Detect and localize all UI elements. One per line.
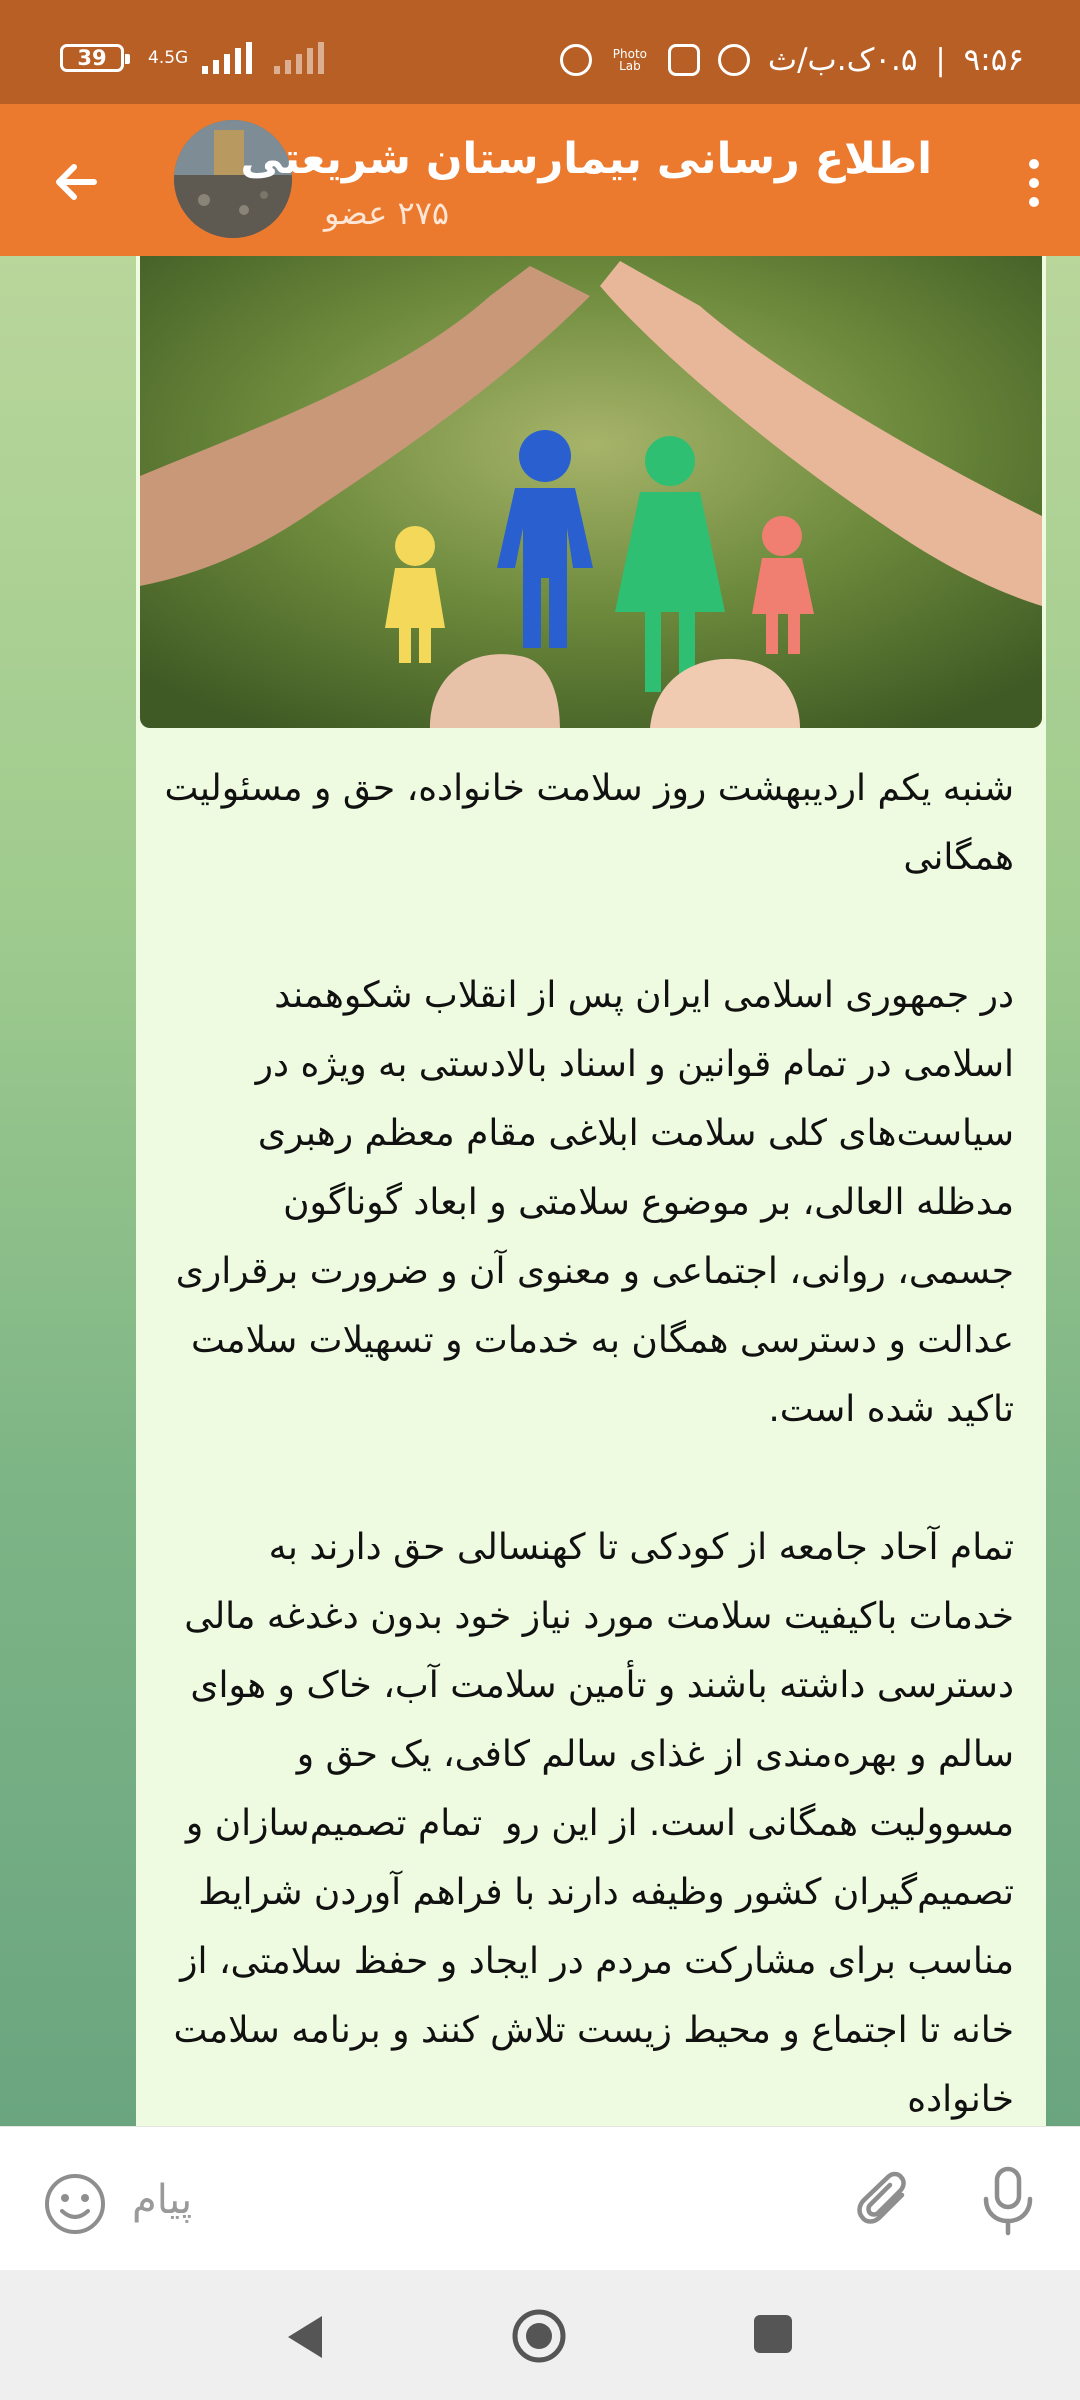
battery-indicator (60, 44, 124, 72)
microphone-icon (978, 2163, 1038, 2239)
emoji-button[interactable] (42, 2171, 108, 2237)
battery-level: 39 (77, 46, 107, 70)
nav-recents-button[interactable] (754, 2315, 792, 2353)
signal-bars-icon (202, 42, 252, 74)
edge-icon (668, 44, 700, 76)
attach-button[interactable] (850, 2167, 920, 2237)
chrome-icon (560, 44, 592, 76)
network-type: 4.5G (148, 47, 189, 68)
chat-header[interactable] (0, 104, 1080, 256)
message-input[interactable] (130, 2163, 734, 2237)
back-button[interactable] (44, 150, 108, 214)
dot (1029, 178, 1039, 188)
paperclip-icon (850, 2167, 920, 2237)
voice-record-button[interactable] (978, 2163, 1038, 2239)
message-bubble[interactable] (136, 256, 1046, 2126)
message-text: شنبه یکم اردیبهشت روز سلامت خانواده، حق و مسئولیت همگانی در جمهوری اسلامی ایران پس از انقلاب شکوهمند اسلامی در تمام قوانین و اسناد بالادستی به ویژه در سیاست‌های کلی سلامت ابلاغی مقام معظم رهبری مدظله العالی، بر موضوع سلامتی و ابعاد گوناگون جسمی، روانی، اجتماعی و معنوی آن و ضرورت برقراری عدالت و دسترسی همگان به خدمات و تسهیلات سلامت تاکید شده است. تمام آحاد جامعه از کودکی تا کهنسالی حق دارند به خدمات باکیفیت سلامت مورد نیاز خود بدون دغدغه مالی دسترسی داشته باشند و تأمین سلامت آب، خاک و هوای سالم و بهره‌مندی از غذای سالم کافی، یک حق و مسوولیت همگانی است. از این رو تمام تصمیم‌سازان و تصمیم‌گیران کشور وظیفه دارند با فراهم آوردن شرایط مناسب برای مشارکت مردم در ایجاد و حفظ سلامتی، از خانه تا اجتماع و محیط زیست تلاش کنند و برنامه سلامت خانواده (164, 768, 1014, 2120)
more-options-button[interactable] (1016, 148, 1052, 218)
clock: ۹:۵۶ (963, 42, 1024, 78)
message-photo[interactable] (140, 256, 1042, 728)
channel-title[interactable]: اطلاع رسانی بیمارستان شریعتی (240, 134, 932, 184)
message-input-bar (0, 2126, 1080, 2271)
alarm-icon (718, 44, 750, 76)
nav-home-button[interactable] (511, 2308, 567, 2364)
status-bar-right (560, 40, 1024, 80)
dot (1029, 159, 1039, 169)
member-count: ۲۷۵ عضو (324, 194, 450, 232)
status-bar (0, 0, 1080, 104)
triangle-back-icon (282, 2312, 328, 2362)
arrow-left-icon (50, 156, 102, 208)
chat-area[interactable] (0, 256, 1080, 2126)
time-separator: | (935, 42, 946, 78)
system-navigation-bar (0, 2270, 1080, 2400)
photo-lab-icon: Photo Lab (612, 47, 648, 73)
circle-home-icon (511, 2308, 567, 2364)
date-text: ۰.۵ک.ب/ث (767, 42, 918, 78)
smiley-icon (42, 2171, 108, 2237)
nav-back-button[interactable] (282, 2312, 328, 2362)
status-bar-left (60, 40, 324, 76)
dot (1029, 197, 1039, 207)
family-hands-photo (140, 256, 1042, 728)
signal-bars-2-icon (274, 42, 324, 74)
